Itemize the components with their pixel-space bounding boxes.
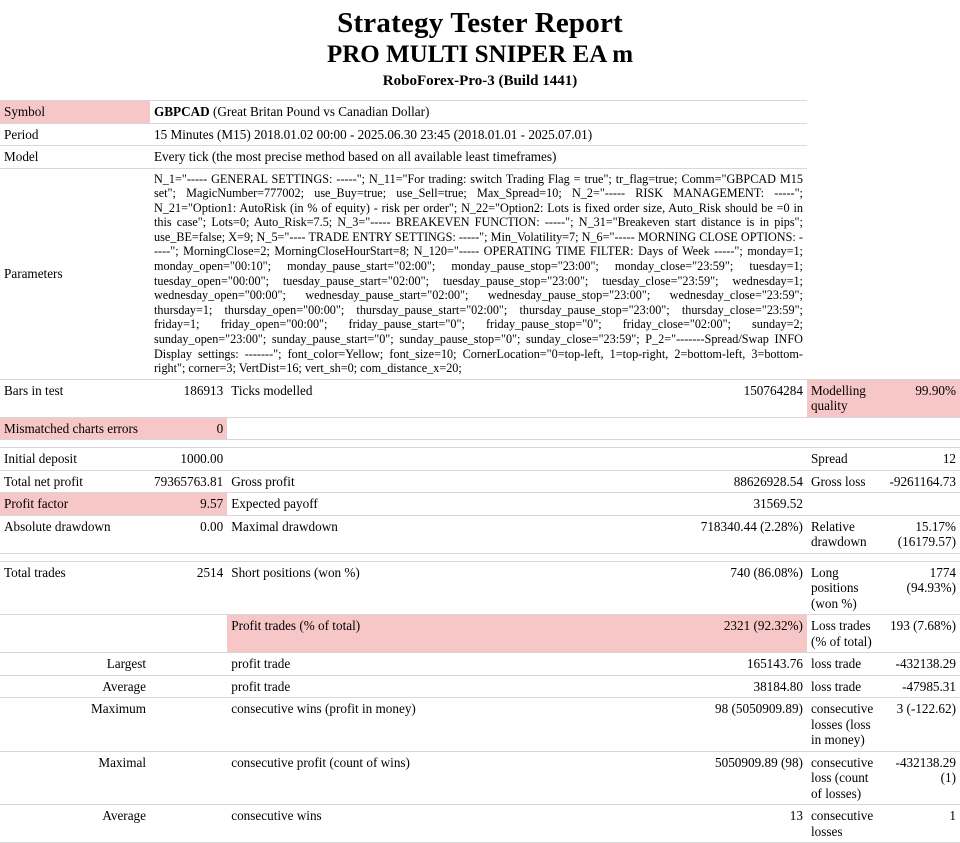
empty-cell-b [572, 448, 807, 471]
largest-profit-trade-value: 165143.76 [572, 653, 807, 676]
spacer-cell [0, 440, 960, 448]
average-spacer [150, 675, 227, 698]
ticks-modelled-label: Ticks modelled [227, 379, 572, 417]
maximal-consecutive-loss-value: -432138.29 (1) [884, 751, 960, 805]
expected-payoff-label: Expected payoff [227, 493, 572, 516]
maximal-drawdown-label: Maximal drawdown [227, 515, 572, 553]
table-row-mismatched [0, 417, 960, 440]
spread-label: Spread [807, 448, 884, 471]
bars-in-test-label: Bars in test [0, 379, 150, 417]
maximal-drawdown-value: 718340.44 (2.28%) [572, 515, 807, 553]
maximal-spacer [150, 751, 227, 805]
mismatched-charts-errors-label: Mismatched charts errors [0, 417, 150, 440]
gross-profit-value: 88626928.54 [572, 470, 807, 493]
average2-spacer [150, 805, 227, 843]
average2-label: Average [0, 805, 150, 843]
report-header [0, 0, 960, 100]
report-table [0, 100, 960, 843]
table-row-period [0, 123, 960, 146]
period-label: Period [0, 123, 150, 146]
table-row-largest [0, 653, 960, 676]
loss-trades-value: 193 (7.68%) [884, 615, 960, 653]
average-loss-trade-value: -47985.31 [884, 675, 960, 698]
maximal-consecutive-profit-value: 5050909.89 (98) [572, 751, 807, 805]
initial-deposit-value: 1000.00 [150, 448, 227, 471]
ticks-modelled-value: 150764284 [572, 379, 807, 417]
empty-cell-a [227, 448, 572, 471]
table-row-model [0, 146, 960, 169]
table-row-drawdown [0, 515, 960, 553]
max-consecutive-wins-value: 98 (5050909.89) [572, 698, 807, 752]
spacer-cell-2 [0, 553, 960, 561]
table-row-bars-ticks-quality [0, 379, 960, 417]
avg-consecutive-losses-label: consecutive losses [807, 805, 884, 843]
empty-cell-f [150, 615, 227, 653]
table-row-total-trades [0, 561, 960, 615]
mismatched-filler-1 [227, 417, 572, 440]
table-row-symbol [0, 101, 960, 124]
relative-drawdown-value: 15.17% (16179.57) [884, 515, 960, 553]
total-net-profit-label: Total net profit [0, 470, 150, 493]
largest-loss-trade-label: loss trade [807, 653, 884, 676]
table-row-profit-factor [0, 493, 960, 516]
total-trades-value: 2514 [150, 561, 227, 615]
total-net-profit-value: 79365763.81 [150, 470, 227, 493]
largest-spacer [150, 653, 227, 676]
profit-trades-label: Profit trades (% of total) [227, 615, 572, 653]
table-row-maximal [0, 751, 960, 805]
long-positions-value: 1774 (94.93%) [884, 561, 960, 615]
mismatched-filler-4 [884, 417, 960, 440]
max-consecutive-losses-label: consecutive losses (loss in money) [807, 698, 884, 752]
parameters-value: N_1="----- GENERAL SETTINGS: -----"; N_11="For trading: switch Trading Flag = true"; tr_flag=true; Comm="GBPCAD M15 set"; MagicNumber=777002; use_Buy=true; use_Sell=true; Max_Spread=10; N_2="----- RISK MANAGEMENT: -----"; N_21="Option1: AutoRisk (in % of equity) - risk per order"; N_22="Option2: Lots is fixed order size, Auto_Risk should be =0 in this case"; Lots=0; Auto_Risk=7.5; N_3="----- BREAKEVEN FUNCTION: -----"; N_31="Breakeven start distance is in pips"; use_BE=false; X=9; N_5="---- TRADE ENTRY SETTINGS: -----"; Min_Volatility=7; N_6="----- MORNING CLOSE OPTIONS: -----"; MorningClose=2; MorningCloseHourStart=8; N_120="----- OPERATING TIME FILTER: Days of Week -----"; monday=1; monday_open="00:10"; monday_pause_start="02:00"; monday_pause_stop="23:00"; monday_close="23:59"; tuesday=1; tuesday_open="00:00"; tuesday_pause_start="02:00"; tuesday_pause_stop="23:00"; tuesday_close="23:59"; wednesday=1; wednesday_open="00:00"; wednesday_pause_start="02:00"; wednesday_pause_stop="23:00"; wednesday_close="23:59"; thursday=1; thursday_open="00:00"; thursday_pause_start="02:00"; thursday_pause_stop="23:00"; thursday_close="23:59"; friday=1; friday_open="00:00"; friday_pause_start="0"; friday_pause_stop="0"; friday_close="02:00"; sunday=2; sunday_open="23:00"; sunday_pause_start="0"; sunday_pause_stop="0"; sunday_close="23:59"; P_2="-------Spread/Swap INFO Display settings: -------"; font_color=Yellow; font_size=10; CornerLocation="0=top-left, 1=top-right, 2=bottom-left, 3=bottom-right"; corner=3; VertDist=16; vert_sh=0; com_distance_x=20; [150, 168, 807, 379]
table-row-deposit-spread [0, 448, 960, 471]
bars-in-test-value: 186913 [150, 379, 227, 417]
table-row-parameters [0, 168, 960, 379]
spacer-row [0, 440, 960, 448]
long-positions-label: Long positions (won %) [807, 561, 884, 615]
absolute-drawdown-value: 0.00 [150, 515, 227, 553]
total-trades-label: Total trades [0, 561, 150, 615]
mismatched-filler-3 [807, 417, 884, 440]
short-positions-label: Short positions (won %) [227, 561, 572, 615]
spacer-row-2 [0, 553, 960, 561]
profit-factor-value: 9.57 [150, 493, 227, 516]
maximal-consecutive-profit-label: consecutive profit (count of wins) [227, 751, 572, 805]
empty-cell-c [807, 493, 884, 516]
table-row-average-consecutive [0, 805, 960, 843]
modelling-quality-label: Modelling quality [807, 379, 884, 417]
avg-consecutive-wins-value: 13 [572, 805, 807, 843]
table-row-maximum [0, 698, 960, 752]
symbol-description: (Great Britan Pound vs Canadian Dollar) [209, 104, 430, 119]
table-row-profit-loss-trades [0, 615, 960, 653]
average-loss-trade-label: loss trade [807, 675, 884, 698]
gross-loss-value: -9261164.73 [884, 470, 960, 493]
largest-loss-trade-value: -432138.29 [884, 653, 960, 676]
mismatched-charts-errors-value: 0 [150, 417, 227, 440]
symbol-label: Symbol [0, 101, 150, 124]
maximal-consecutive-loss-label: consecutive loss (count of losses) [807, 751, 884, 805]
parameters-label: Parameters [0, 168, 150, 379]
relative-drawdown-label: Relative drawdown [807, 515, 884, 553]
profit-factor-label: Profit factor [0, 493, 150, 516]
server-name: RoboForex-Pro-3 (Build 1441) [382, 73, 578, 89]
mismatched-filler-2 [572, 417, 807, 440]
table-row-net-profit [0, 470, 960, 493]
maximum-spacer [150, 698, 227, 752]
largest-profit-trade-label: profit trade [227, 653, 572, 676]
short-positions-value: 740 (86.08%) [572, 561, 807, 615]
model-label: Model [0, 146, 150, 169]
symbol-value [150, 101, 807, 124]
modelling-quality-value: 99.90% [884, 379, 960, 417]
loss-trades-label: Loss trades (% of total) [807, 615, 884, 653]
largest-label: Largest [0, 653, 150, 676]
max-consecutive-wins-label: consecutive wins (profit in money) [227, 698, 572, 752]
max-consecutive-losses-value: 3 (-122.62) [884, 698, 960, 752]
absolute-drawdown-label: Absolute drawdown [0, 515, 150, 553]
symbol-ticker: GBPCAD [154, 104, 210, 119]
gross-profit-label: Gross profit [227, 470, 572, 493]
average-profit-trade-label: profit trade [227, 675, 572, 698]
gross-loss-label: Gross loss [807, 470, 884, 493]
page-title: Strategy Tester Report [337, 7, 623, 39]
average-label: Average [0, 675, 150, 698]
initial-deposit-label: Initial deposit [0, 448, 150, 471]
empty-cell-e [0, 615, 150, 653]
average-profit-trade-value: 38184.80 [572, 675, 807, 698]
maximum-label: Maximum [0, 698, 150, 752]
spread-value: 12 [884, 448, 960, 471]
avg-consecutive-wins-label: consecutive wins [227, 805, 572, 843]
maximal-label: Maximal [0, 751, 150, 805]
empty-cell-d [884, 493, 960, 516]
profit-trades-value: 2321 (92.32%) [572, 615, 807, 653]
table-row-average [0, 675, 960, 698]
expected-payoff-value: 31569.52 [572, 493, 807, 516]
ea-name: PRO MULTI SNIPER EA m [326, 41, 634, 68]
period-value: 15 Minutes (M15) 2018.01.02 00:00 - 2025.06.30 23:45 (2018.01.01 - 2025.07.01) [150, 123, 807, 146]
model-value: Every tick (the most precise method based on all available least timeframes) [150, 146, 807, 169]
avg-consecutive-losses-value: 1 [884, 805, 960, 843]
